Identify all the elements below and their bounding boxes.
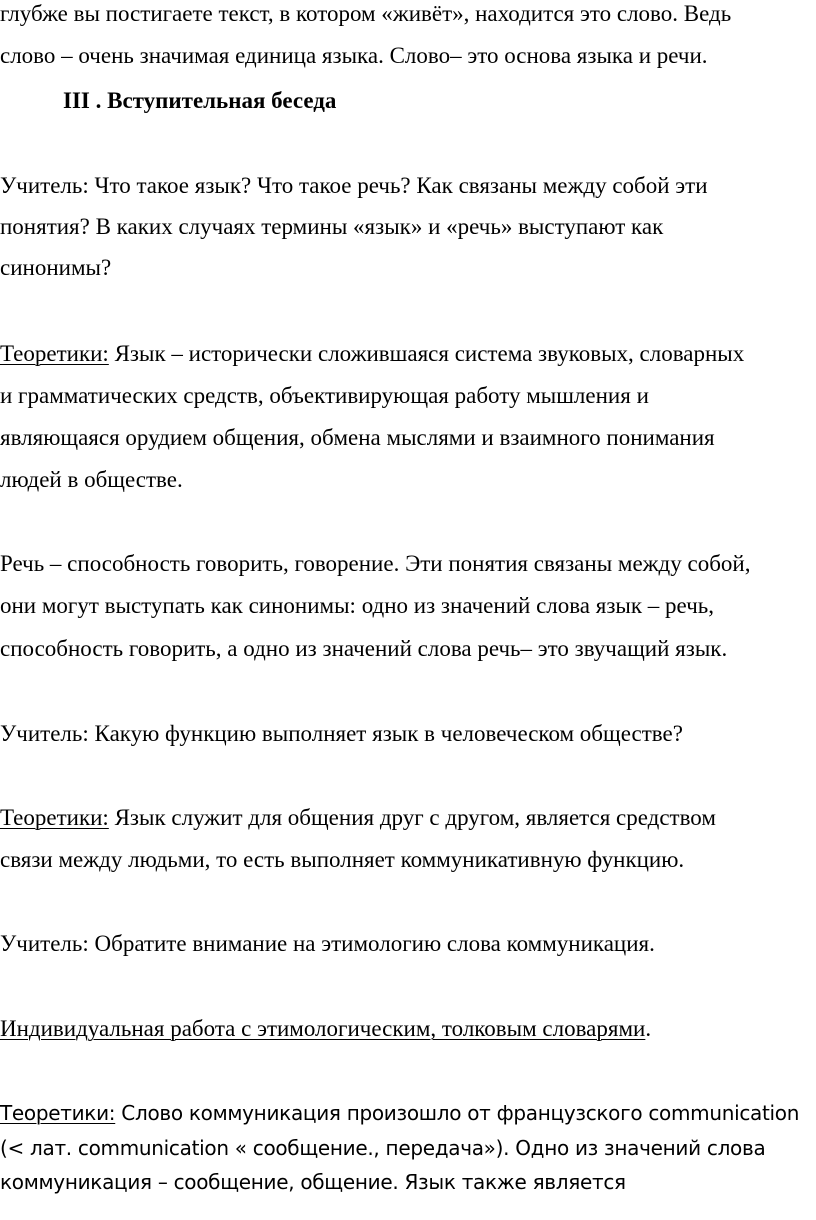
paragraph-line: они могут выступать как синонимы: одно из значений слова язык – речь, [0,593,714,618]
theorists-answer-line: людей в обществе. [0,467,183,492]
theorists-answer-line: коммуникация – сообщение, общение. Язык также является [0,1170,626,1194]
theorists-answer-line [0,340,744,368]
work-title-line [0,1015,651,1043]
theorists-answer-line [0,804,716,832]
paragraph-line: глубже вы постигаете текст, в котором «живёт», находится это слово. Ведь [0,1,732,26]
answer-text: Язык – исторически сложившаяся система звуковых, словарных [108,341,745,366]
teacher-question-line: Учитель: Обратите внимание на этимологию слова коммуникация. [0,931,655,956]
teacher-question-line: синонимы? [0,255,112,280]
teacher-question-line: Учитель: Что такое язык? Что такое речь? Как связаны между собой эти [0,173,708,198]
paragraph-line: слово – очень значимая единица языка. Слово– это основа языка и речи. [0,43,708,68]
teacher-question-line: Учитель: Какую функцию выполняет язык в человеческом обществе? [0,721,683,746]
section-heading: III . Вступительная беседа [63,88,337,113]
theorists-answer-line: (< лат. communication « сообщение., передача»). Одно из значений слова [0,1136,766,1160]
teacher-question-line: понятия? В каких случаях термины «язык» и «речь» выступают как [0,214,664,239]
theorists-label: Теоретики: [0,1101,116,1125]
paragraph-line: Речь – способность говорить, говорение. Эти понятия связаны между собой, [0,551,751,576]
answer-text: Слово коммуникация произошло от французского communication [115,1101,800,1125]
answer-text: Язык служит для общения друг с другом, является средством [108,805,716,830]
theorists-answer-line [0,1099,799,1127]
theorists-label: Теоретики: [0,805,109,830]
theorists-label: Теоретики: [0,341,109,366]
work-title: Индивидуальная работа с этимологическим, толковым словарями [0,1016,646,1041]
theorists-answer-line: и грамматических средств, объективирующая работу мышления и [0,383,649,408]
theorists-answer-line: являющаяся орудием общения, обмена мыслями и взаимного понимания [0,425,715,450]
work-title-dot: . [645,1016,652,1041]
paragraph-line: способность говорить, а одно из значений слова речь– это звучащий язык. [0,636,728,661]
theorists-answer-line: связи между людьми, то есть выполняет коммуникативную функцию. [0,847,685,872]
